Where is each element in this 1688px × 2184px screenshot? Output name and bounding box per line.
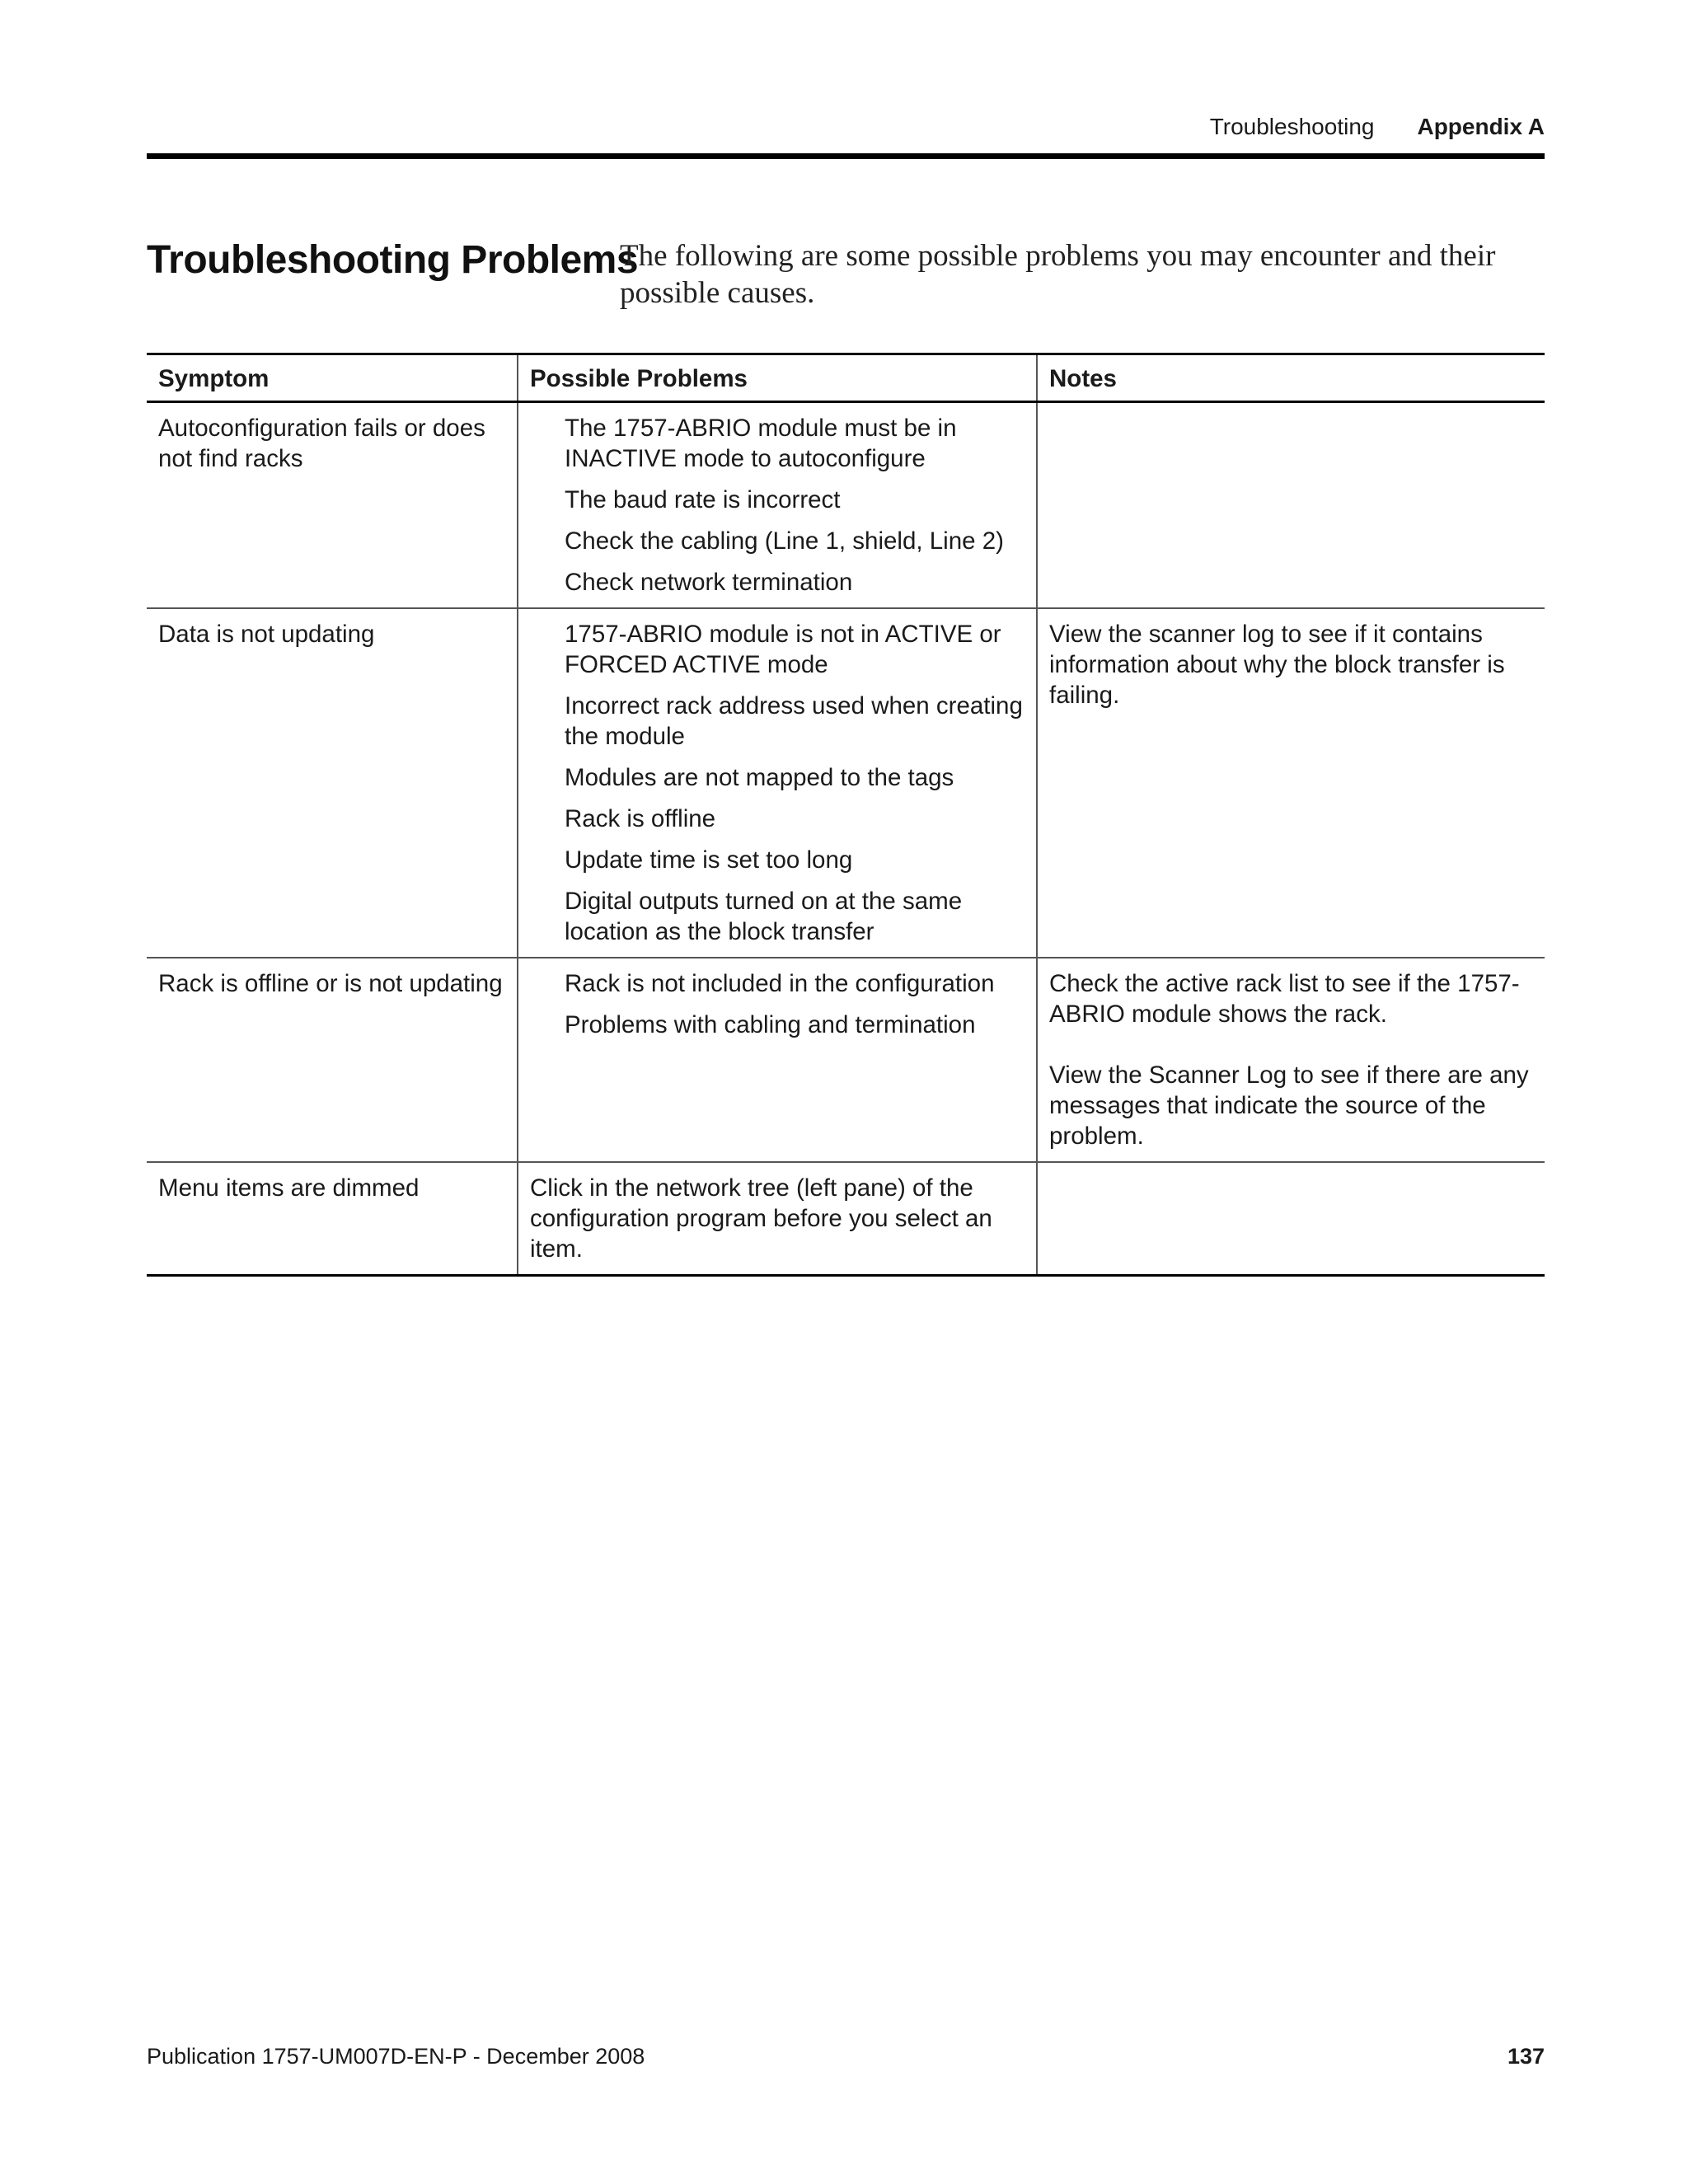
column-header-possible-problems: Possible Problems [518, 354, 1037, 402]
note-paragraph: Check the active rack list to see if the 1757-ABRIO module shows the rack. [1049, 970, 1520, 1028]
notes-cell [1037, 1162, 1545, 1276]
symptom-cell: Menu items are dimmed [147, 1162, 518, 1276]
symptom-cell: Autoconfiguration fails or does not find racks [147, 402, 518, 609]
notes-cell [1037, 402, 1545, 609]
problem-item: The baud rate is incorrect [565, 486, 841, 513]
problem-item: Rack is offline [565, 805, 716, 832]
problem-item: Check the cabling (Line 1, shield, Line 2) [565, 527, 1004, 555]
problems-list [530, 413, 1025, 598]
problem-item: 1757-ABRIO module is not in ACTIVE or FORCED ACTIVE mode [565, 621, 1001, 678]
problems-cell [518, 608, 1037, 958]
problems-cell [518, 402, 1037, 609]
problem-item: The 1757-ABRIO module must be in INACTIVE mode to autoconfigure [565, 415, 957, 472]
header-rule [147, 153, 1545, 159]
header-appendix-label: Appendix A [1417, 114, 1545, 139]
page-footer [147, 2044, 1545, 2069]
notes-cell [1037, 958, 1545, 1162]
table-row [147, 402, 1545, 609]
troubleshooting-table [147, 353, 1545, 1277]
header-section-name: Troubleshooting [1209, 114, 1375, 139]
symptom-cell: Data is not updating [147, 608, 518, 958]
intro-paragraph: The following are some possible problems you may encounter and their possible causes. [620, 239, 1496, 310]
note-paragraph: View the scanner log to see if it contains information about why the block transfer is failing. [1049, 621, 1505, 709]
problem-item: Digital outputs turned on at the same location as the block transfer [565, 888, 963, 945]
problem-item: Problems with cabling and termination [565, 1011, 976, 1038]
table-header-row [147, 354, 1545, 402]
notes-cell [1037, 608, 1545, 958]
problem-item: Update time is set too long [565, 846, 853, 874]
problem-item: Rack is not included in the configuration [565, 970, 995, 997]
problem-item: Incorrect rack address used when creating the module [565, 692, 1023, 750]
column-header-symptom: Symptom [147, 354, 518, 402]
table-row [147, 608, 1545, 958]
page-title: Troubleshooting Problems [147, 238, 639, 282]
problem-item: Check network termination [565, 569, 853, 596]
table-row [147, 958, 1545, 1162]
note-paragraph: View the Scanner Log to see if there are any messages that indicate the source of the problem. [1049, 1062, 1529, 1150]
problems-list [530, 968, 1025, 1040]
table-row [147, 1162, 1545, 1276]
running-header [1210, 114, 1545, 140]
page-number: 137 [1507, 2044, 1545, 2069]
problem-item: Modules are not mapped to the tags [565, 764, 954, 791]
problems-list [530, 619, 1025, 947]
column-header-notes: Notes [1037, 354, 1545, 402]
symptom-cell: Rack is offline or is not updating [147, 958, 518, 1162]
problems-cell: Click in the network tree (left pane) of the configuration program before you select an item. [518, 1162, 1037, 1276]
publication-info: Publication 1757-UM007D-EN-P - December 2008 [147, 2044, 645, 2069]
problems-cell [518, 958, 1037, 1162]
